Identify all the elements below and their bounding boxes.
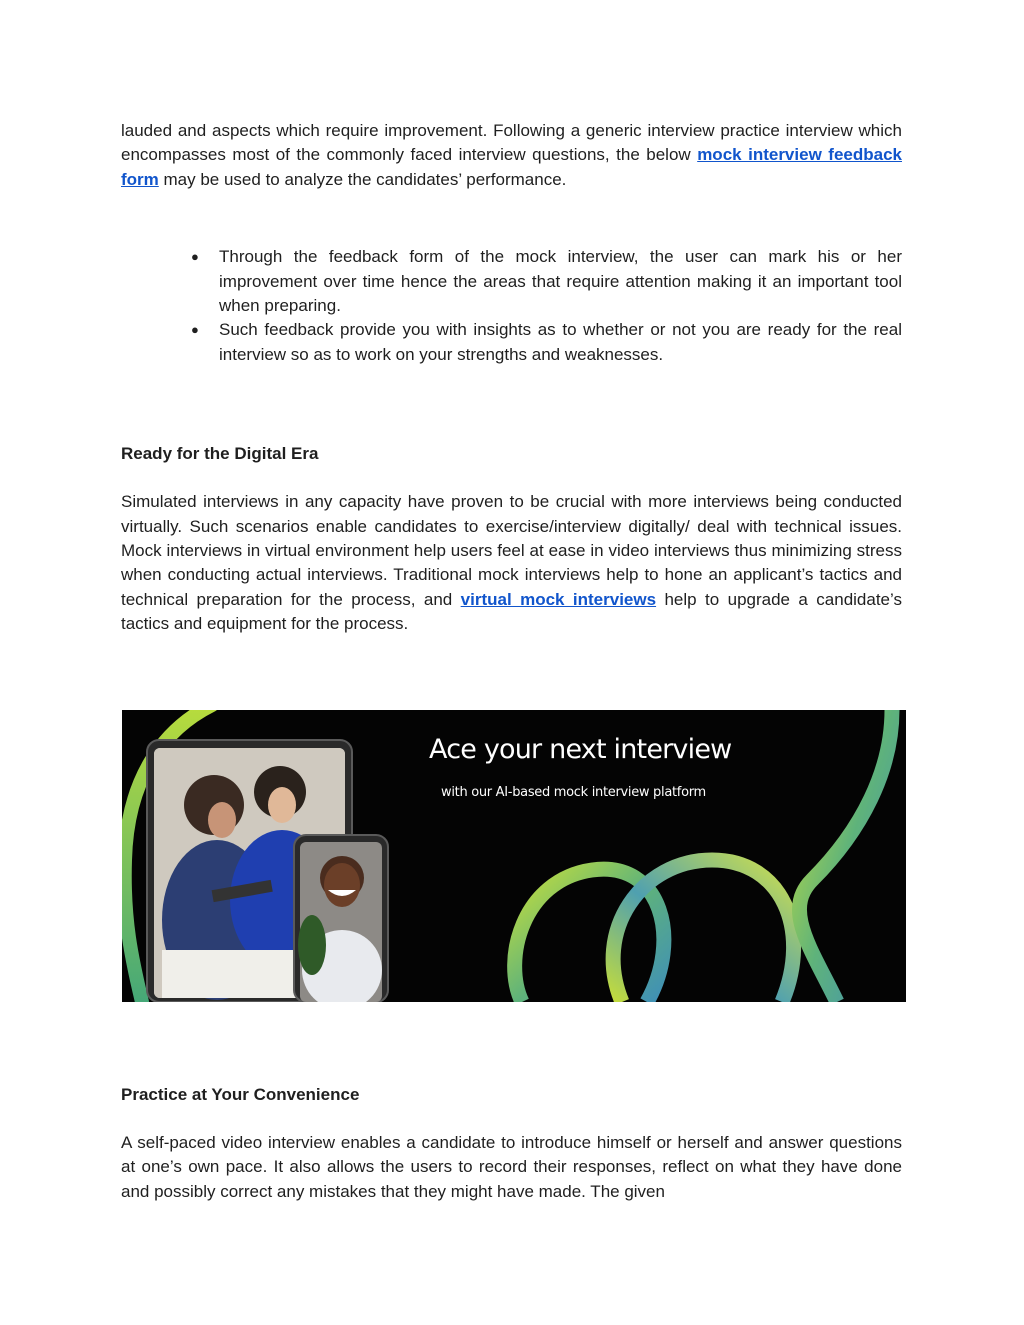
intro-paragraph xyxy=(121,119,902,192)
section-heading-practice: Practice at Your Convenience xyxy=(121,1085,360,1104)
mock-interview-feedback-form-link[interactable]: mock interview feedback form xyxy=(121,145,902,189)
ribbon-right-2 xyxy=(613,860,793,1002)
intro-text-before: lauded and aspects which require improvement. Following a generic interview practice interview which encompasses most of the commonly faced interview questions, the below xyxy=(121,121,902,165)
banner-title: Ace your next interview xyxy=(429,734,732,765)
digital-text-before: Simulated interviews in any capacity have proven to be crucial with more interviews being conducted virtually. Such scenarios enable candidates to exercise/interview digitally/ deal with technical issues. Mock interviews in virtual environment help users feel at ease in video interviews thus minimizing stress when conducting actual interviews. Traditional mock interviews help to hone an applicant’s tactics and technical preparation for the process, and xyxy=(121,492,902,609)
banner-subtitle: with our AI-based mock interview platform xyxy=(441,785,706,800)
document-body xyxy=(121,119,902,637)
bullet-item: ● Such feedback provide you with insights as to whether or not you are ready for the real interview so as to work on your strengths and weaknesses. xyxy=(219,318,902,367)
promo-banner xyxy=(122,710,906,1002)
virtual-mock-interviews-link[interactable]: virtual mock interviews xyxy=(460,589,657,609)
phone-device xyxy=(294,835,388,1002)
digital-text-after: help to upgrade a candidate’s tactics and equipment for the process. xyxy=(121,589,902,634)
section-heading-digital-era: Ready for the Digital Era xyxy=(121,444,319,464)
intro-text-after: may be used to analyze the candidates’ performance. xyxy=(158,169,567,189)
practice-paragraph: A self-paced video interview enables a candidate to introduce himself or herself and answer questions at one’s own pace. It also allows the users to record their responses, reflect on what they have done and possibly correct any mistakes that they might have made. The given xyxy=(121,1133,902,1201)
bullet-item: ● Through the feedback form of the mock interview, the user can mark his or her improvement over time hence the areas that require attention making it an important tool when preparing. xyxy=(219,245,902,318)
ribbon-right-3 xyxy=(799,710,892,1002)
bullet-list xyxy=(121,245,902,367)
digital-era-paragraph xyxy=(121,490,902,636)
